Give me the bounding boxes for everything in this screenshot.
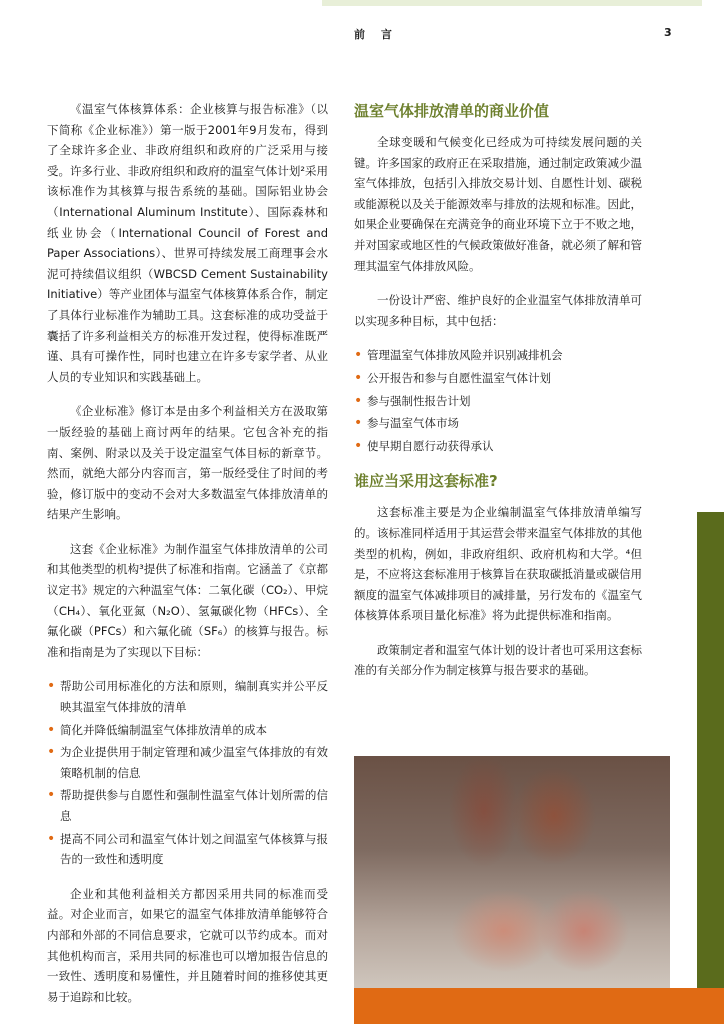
header-rule [322, 0, 702, 6]
list-item: • 为企业提供用于制定管理和减少温室气体排放的有效策略机制的信息 [47, 742, 328, 783]
list-item: • 帮助公司用标准化的方法和原则，编制真实并公平反映其温室气体排放的清单 [47, 676, 328, 717]
section-heading: 温室气体排放清单的商业价值 [354, 102, 550, 120]
list-item: • 参与温室气体市场 [354, 413, 642, 434]
objectives-list [47, 676, 328, 869]
paragraph: 《企业标准》修订本是由多个利益相关方在汲取第一版经验的基础上商讨两年的结果。它包含补充的指南、案例、附录以及关于设定温室气体目标的新章节。然而，就绝大部分内容而言，第一版经受住了时间的考验，修订版中的变动不会对大多数温室气体排放清单的结果产生影响。 [47, 404, 328, 522]
paragraph: 一份设计严密、维护良好的企业温室气体排放清单可以实现多种目标，其中包括： [354, 293, 642, 328]
list-item: • 管理温室气体排放风险并识别减排机会 [354, 345, 642, 366]
section-title: 前 言 [354, 28, 398, 41]
list-item: • 使早期自愿行动获得承认 [354, 436, 642, 457]
paragraph: 《温室气体核算体系：企业核算与报告标准》（以下简称《企业标准》）第一版于2001年9月发布，得到了全球许多企业、非政府组织和政府的广泛采用与接受。许多行业、非政府组织和政府的温室气体计划²采用该标准作为其核算与报告系统的基础。国际铝业协会（International Aluminum Institute）、国际森林和纸业协会（International Council of Forest and Paper Associations）、世界可持续发展工商理事会水泥可持续倡议组织（WBCSD Cement Sustainability Initiative）等产业团体与温室气体核算体系合作，制定了具体行业标准作为辅助工具。这套标准的成功受益于囊括了许多利益相关方的标准开发过程，使得标准既严谨、具有可操作性，同时也建立在许多专家学者、从业人员的专业知识和实践基础上。 [47, 102, 328, 384]
list-item: • 提高不同公司和温室气体计划之间温室气体核算与报告的一致性和透明度 [47, 829, 328, 870]
paragraph: 这套标准主要是为企业编制温室气体排放清单编写的。该标准同样适用于其运营会带来温室气体排放的其他类型的机构，例如，非政府组织、政府机构和大学。⁴但是，不应将这套标准用于核算旨在获取碳抵消量或碳信用额度的温室气体减排项目的减排量，另行发布的《温室气体核算体系项目量化标准》将为此提供标准和指南。 [354, 505, 642, 623]
list-item: • 简化并降低编制温室气体排放清单的成本 [47, 720, 328, 741]
paragraph: 企业和其他利益相关方都因采用共同的标准而受益。对企业而言，如果它的温室气体排放清单能够符合内部和外部的不同信息要求，它就可以节约成本。而对其他机构而言，采用共同的标准也可以增加报告信息的一致性、透明度和易懂性，并且随着时间的推移使其更易于追踪和比较。 [47, 886, 328, 1004]
orange-footer-bar [354, 988, 724, 1024]
left-column [47, 99, 328, 1021]
section-heading: 谁应当采用这套标准? [354, 472, 498, 491]
green-sidebar [697, 512, 724, 1024]
list-item: • 公开报告和参与自愿性温室气体计划 [354, 368, 642, 389]
cupped-hands-photo [354, 756, 670, 988]
page-number: 3 [664, 26, 672, 39]
goals-list [354, 345, 642, 456]
paragraph: 这套《企业标准》为制作温室气体排放清单的公司和其他类型的机构³提供了标准和指南。它涵盖了《京都议定书》规定的六种温室气体：二氧化碳（CO₂）、甲烷（CH₄）、氧化亚氮（N₂O）、氢氟碳化物（HFCs）、全氟化碳（PFCs）和六氟化硫（SF₆）的核算与报告。标准和指南是为了实现以下目标： [47, 541, 328, 659]
list-item: • 帮助提供参与自愿性和强制性温室气体计划所需的信息 [47, 785, 328, 826]
paragraph: 政策制定者和温室气体计划的设计者也可采用这套标准的有关部分作为制定核算与报告要求的基础。 [354, 642, 642, 678]
list-item: • 参与强制性报告计划 [354, 391, 642, 412]
paragraph: 全球变暖和气候变化已经成为可持续发展问题的关键。许多国家的政府正在采取措施，通过制定政策减少温室气体排放，包括引入排放交易计划、自愿性计划、碳税或能源税以及关于能源效率与排放的法规和标准。因此，如果企业要确保在充满竞争的商业环境下立于不败之地，并对国家或地区性的气候政策做好准备，就必须了解和管理其温室气体排放风险。 [354, 135, 642, 273]
right-column [354, 100, 642, 695]
